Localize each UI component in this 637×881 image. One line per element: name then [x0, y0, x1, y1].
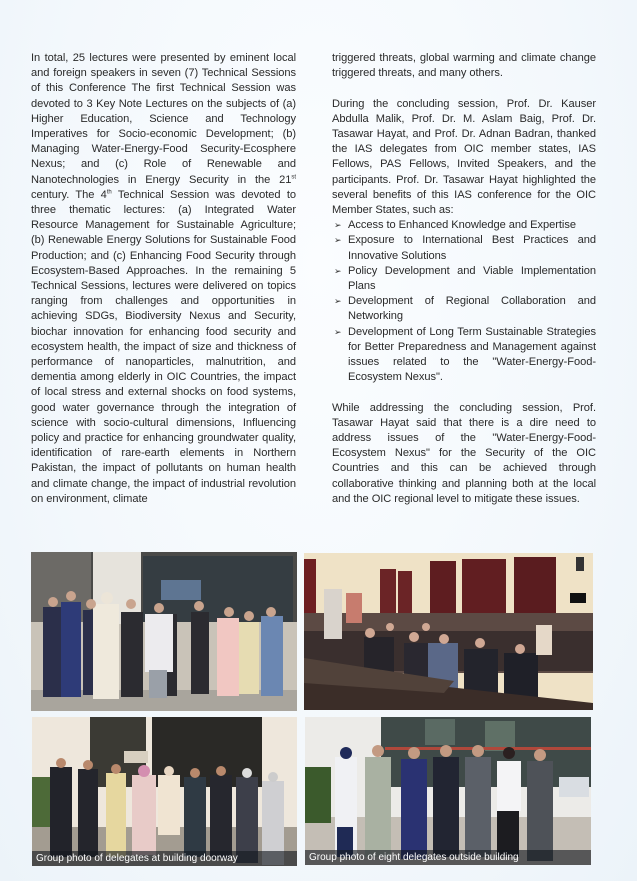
group-photo-image [31, 552, 297, 711]
benefit-text: Development of Regional Collaboration and Networking [348, 295, 596, 323]
photo-caption: Group photo of eight delegates outside building [305, 850, 591, 865]
photo-group-doorway [32, 717, 297, 866]
lectures-paragraph [31, 51, 296, 507]
auditorium-photo-image [304, 553, 593, 710]
continuation-paragraph: triggered threats, global warming and climate change triggered threats, and many others. [332, 52, 596, 80]
doorway-photo-image [32, 717, 297, 866]
ordinal-superscript: th [106, 189, 112, 196]
ordinal-superscript: st [291, 173, 296, 180]
paragraph-gap [332, 81, 596, 96]
arrow-bullet-icon: ➢ [334, 326, 342, 337]
benefit-text: Access to Enhanced Knowledge and Expertise [348, 219, 576, 232]
benefits-list [332, 218, 596, 385]
list-item [332, 264, 596, 294]
paragraph-gap [332, 385, 596, 400]
left-column [31, 51, 296, 507]
list-item [332, 218, 596, 233]
lectures-text-part2: century. The 4 [31, 188, 107, 201]
delegates-photo-image [305, 717, 591, 865]
photo-auditorium-audience [304, 553, 593, 710]
arrow-bullet-icon: ➢ [334, 296, 342, 307]
concluding-session-paragraph: During the concluding session, Prof. Dr. Kauser Abdulla Malik, Prof. Dr. M. Aslam Baig, Prof. Dr. Tasawar Hayat, and Prof. Dr. Adnan Badran, thanked the IAS delegates from OIC member states, IAS Fellows, PAS Fellows, Invited Speakers, and the participants. Prof. Dr. Tasawar Hayat highlighted the several benefits of this IAS conference for the OIC Member States, such as: [332, 97, 596, 217]
photo-group-delegates [305, 717, 591, 865]
arrow-bullet-icon: ➢ [334, 235, 342, 246]
lectures-text-part1: In total, 25 lectures were presented by eminent local and foreign speakers in seven (7) Technical Sessions of this Conference The first Technical Session was devoted to 3 Key Note Lectures on the subjects of (a) Higher Education, Science and Technology Imperatives for Socio-economic Development; (b) Managing Water-Energy-Food Security-Ecosphere Nexus; and (c) Role of Renewable and Nanotechnologies in Energy Security in the 21 [31, 52, 296, 186]
benefit-text: Development of Long Term Sustainable Strategies for Better Preparedness and Management against issues related to the "Water-Energy-Food-Ecosystem Nexus". [348, 325, 596, 384]
arrow-bullet-icon: ➢ [334, 265, 342, 276]
list-item [332, 325, 596, 386]
closing-paragraph: While addressing the concluding session, Prof. Tasawar Hayat said that there is a dire need to address issues of the "Water-Energy-Food-Ecosystem Nexus" for the Security of the OIC Countries and this can be achieved through collaborative thinking and planning both at the local and the OIC regional level to mitigate these issues. [332, 401, 596, 505]
list-item [332, 233, 596, 263]
arrow-bullet-icon: ➢ [334, 220, 342, 231]
right-column [332, 51, 596, 507]
photo-group-entrance [31, 552, 297, 711]
photo-caption: Group photo of delegates at building doorway [32, 851, 297, 866]
benefit-text: Policy Development and Viable Implementation Plans [348, 264, 596, 293]
lectures-text-part3: Technical Session was devoted to three thematic lectures: (a) Integrated Water Resource Management for Sustainable Agriculture; (b) Renewable Energy Solutions for Sustainable Food Production; and (c) Enhancing Food Security through Ecosystem-Based Approaches. In the remaining 5 Technical Sessions, lectures were delivered on topics ranging from challenges and opportunities in achieving SDGs, Biodiversity Nexus and Security, biochar innovation for enhancing food security and ecosystem health, the impact of size and thickness of performance of nanoparticles, malnutrition, and dementia among elderly in OIC Countries, the impact of local stress and external shocks on food systems, good water governance through the integration of science with socio-cultural dimensions, Influencing policy and practice for enhancing groundwater quality, identification of rare-earth elements in Northern Pakistan, the impact of pollutants on human health and climate change, the impact of industrial revolution on environment, climate [31, 188, 296, 505]
list-item [332, 294, 596, 324]
benefit-text: Exposure to International Best Practices and Innovative Solutions [348, 234, 596, 262]
